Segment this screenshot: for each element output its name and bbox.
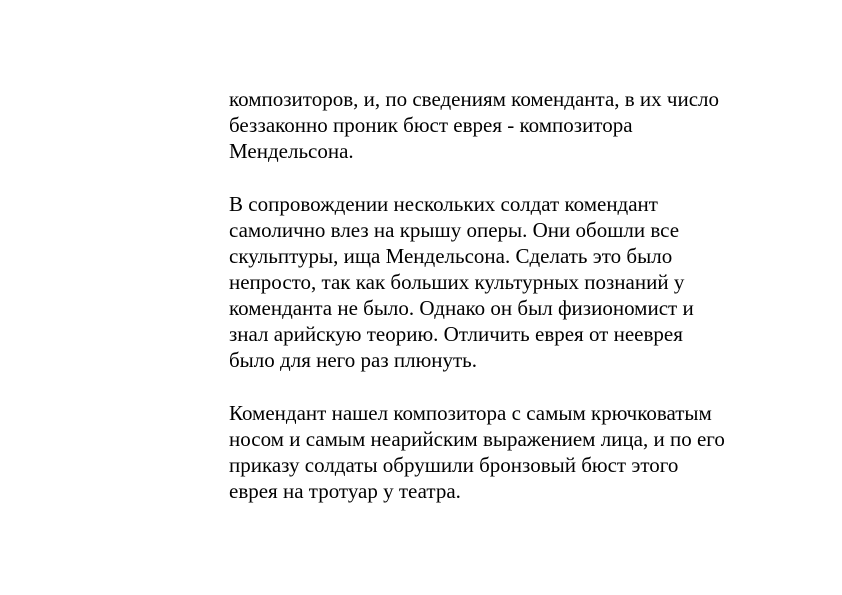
- text-line: Мендельсона.: [229, 139, 354, 163]
- text-line: непросто, так как больших культурных познаний у: [229, 270, 685, 294]
- text-line: скульптуры, ища Мендельсона. Сделать это было: [229, 244, 673, 268]
- text-line: еврея на тротуар у театра.: [229, 479, 461, 503]
- text-line: беззаконно проник бюст еврея - композитора: [229, 113, 633, 137]
- text-line: самолично влез на крышу оперы. Они обошли все: [229, 218, 680, 242]
- paragraph-1: [229, 86, 789, 164]
- text-body: [229, 86, 789, 504]
- paragraph-2: [229, 191, 789, 373]
- text-line: носом и самым неарийским выражением лица, и по его: [229, 427, 725, 451]
- text-line: Комендант нашел композитора с самым крючковатым: [229, 401, 712, 425]
- paragraph-spacer: [229, 164, 789, 191]
- text-line: было для него раз плюнуть.: [229, 348, 478, 372]
- text-line: композиторов, и, по сведениям коменданта, в их число: [229, 87, 720, 111]
- text-line: В сопровождении нескольких солдат комендант: [229, 192, 658, 216]
- paragraph-spacer: [229, 373, 789, 400]
- text-line: знал арийскую теорию. Отличить еврея от нееврея: [229, 322, 683, 346]
- paragraph-3: [229, 400, 789, 504]
- text-line: коменданта не было. Однако он был физиономист и: [229, 296, 694, 320]
- text-line: приказу солдаты обрушили бронзовый бюст этого: [229, 453, 679, 477]
